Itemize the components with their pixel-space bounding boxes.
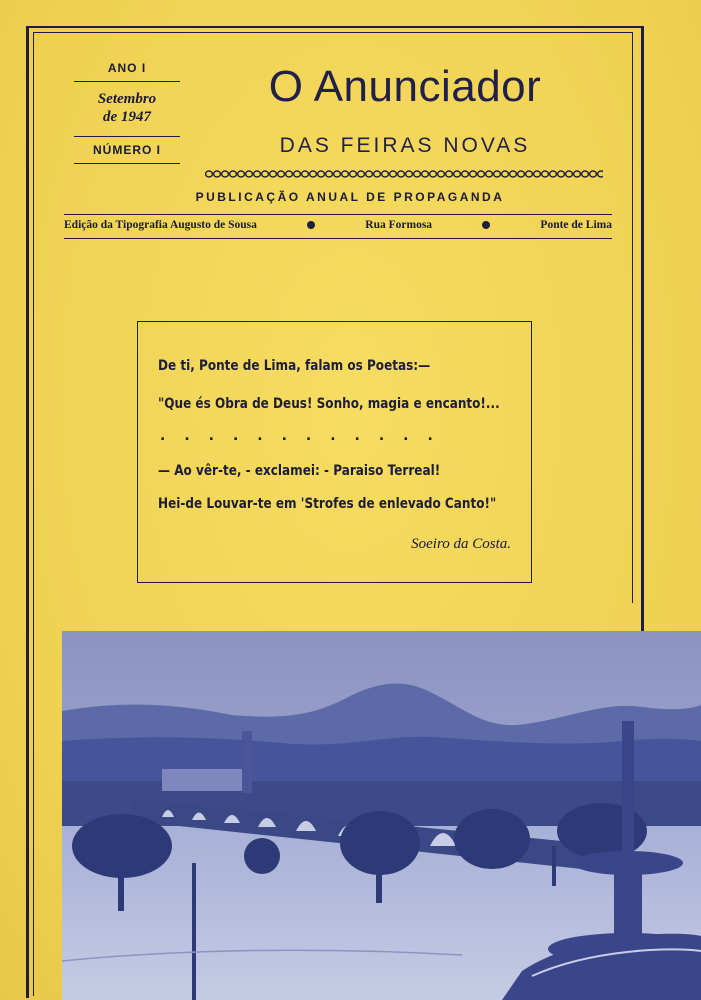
issue-year: ANO I bbox=[107, 61, 147, 75]
issue-rule bbox=[74, 136, 180, 137]
publisher-text: Edição da Tipografia Augusto de Sousa bbox=[64, 219, 257, 231]
issue-rule bbox=[74, 163, 180, 164]
poem-line-4: Hei-de Louvar-te em 'Strofes de enlevado Canto!" bbox=[158, 496, 497, 512]
issue-date bbox=[68, 90, 186, 126]
street-text: Rua Formosa bbox=[365, 219, 433, 231]
poem-line-2: "Que és Obra de Deus! Sonho, magia e encanto!... bbox=[158, 396, 500, 412]
edition-rule-bottom bbox=[64, 238, 612, 239]
town-text: Ponte de Lima bbox=[540, 219, 612, 231]
inner-frame-left-rule bbox=[33, 602, 34, 996]
poem-line-3: — Ao vêr-te, - exclamei: - Paraiso Terreal! bbox=[158, 463, 441, 479]
issue-info bbox=[68, 58, 186, 167]
photo-image bbox=[62, 631, 701, 1000]
poem-dots: ............ bbox=[160, 428, 452, 444]
bullet-icon bbox=[482, 221, 490, 229]
edition-line bbox=[64, 219, 612, 231]
poem-box bbox=[137, 321, 532, 583]
ponte-de-lima-photograph bbox=[62, 631, 701, 1000]
issue-month: Setembro bbox=[97, 91, 157, 107]
newspaper-title: O Anunciador bbox=[268, 62, 542, 111]
bullet-icon bbox=[307, 221, 315, 229]
tagline: PUBLICAÇÃO ANUAL DE PROPAGANDA bbox=[195, 190, 505, 204]
issue-date-year: de 1947 bbox=[103, 109, 151, 125]
chain-ornament bbox=[205, 168, 603, 180]
edition-rule-top bbox=[64, 214, 612, 215]
issue-rule bbox=[74, 81, 180, 82]
newspaper-subtitle: DAS FEIRAS NOVAS bbox=[279, 134, 531, 157]
poem-author: Soeiro da Costa. bbox=[411, 536, 511, 552]
issue-number: NÚMERO I bbox=[93, 143, 161, 157]
poem-line-1: De ti, Ponte de Lima, falam os Poetas:— bbox=[158, 358, 431, 374]
